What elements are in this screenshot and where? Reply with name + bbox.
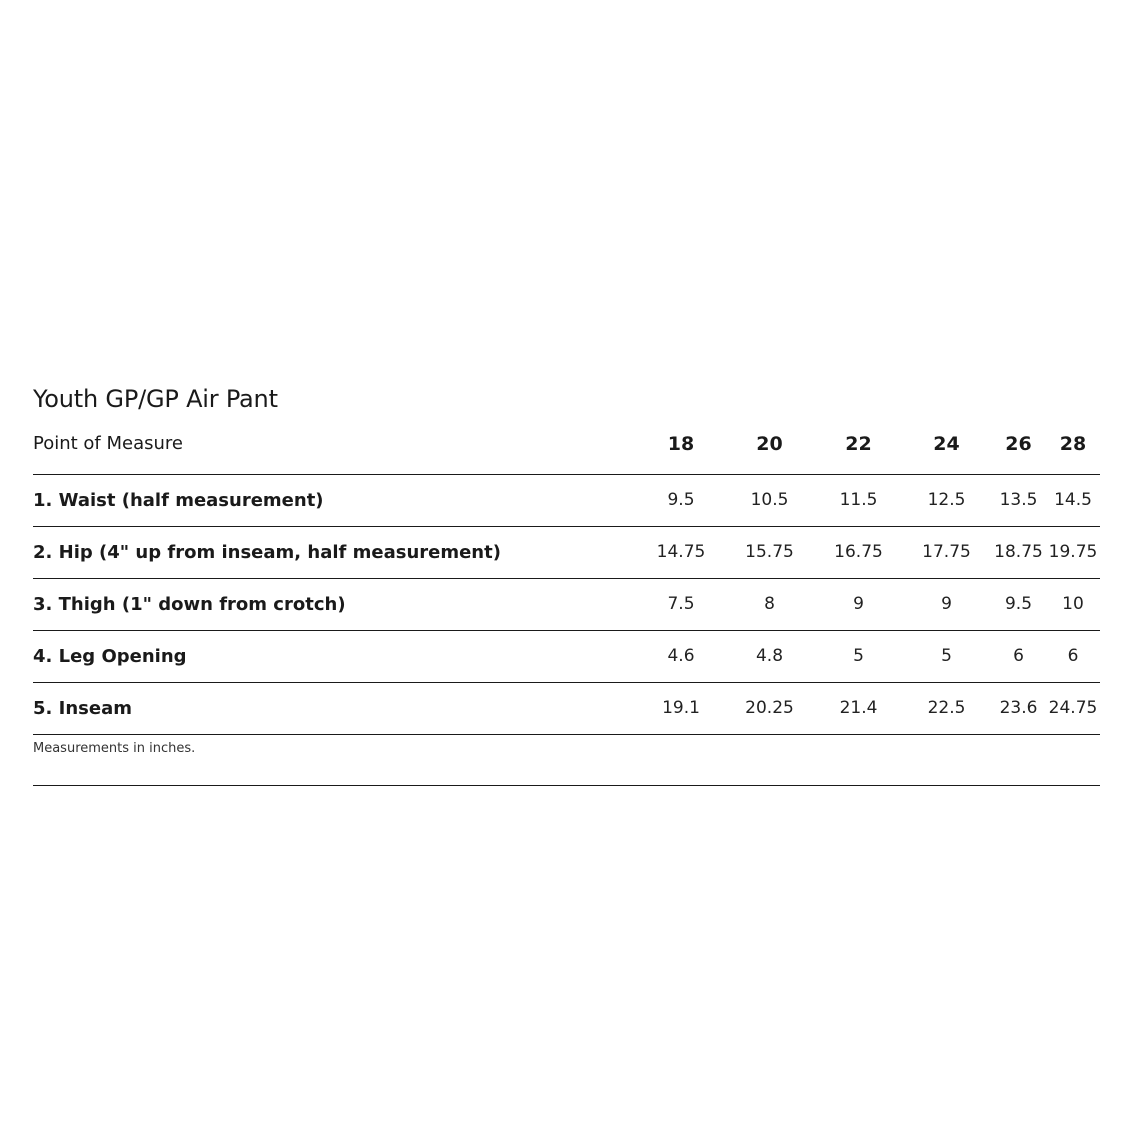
table-header-row	[33, 430, 1100, 474]
cell-value: 13.5	[991, 474, 1046, 526]
cell-value: 23.6	[991, 682, 1046, 734]
cell-value: 10	[1046, 578, 1100, 630]
cell-value: 14.75	[638, 526, 724, 578]
header-size: 22	[815, 430, 902, 474]
cell-value: 9.5	[991, 578, 1046, 630]
cell-value: 17.75	[902, 526, 991, 578]
header-point-of-measure: Point of Measure	[33, 430, 638, 474]
row-label: 5. Inseam	[33, 682, 638, 734]
cell-value: 5	[815, 630, 902, 682]
cell-value: 12.5	[902, 474, 991, 526]
cell-value: 24.75	[1046, 682, 1100, 734]
cell-value: 16.75	[815, 526, 902, 578]
cell-value: 14.5	[1046, 474, 1100, 526]
chart-title: Youth GP/GP Air Pant	[33, 385, 278, 413]
cell-value: 19.1	[638, 682, 724, 734]
note-row	[33, 734, 1100, 785]
cell-value: 15.75	[724, 526, 815, 578]
cell-value: 21.4	[815, 682, 902, 734]
cell-value: 4.8	[724, 630, 815, 682]
header-size: 24	[902, 430, 991, 474]
cell-value: 6	[1046, 630, 1100, 682]
cell-value: 5	[902, 630, 991, 682]
size-chart	[33, 380, 1100, 786]
table-row	[33, 526, 1100, 578]
cell-value: 7.5	[638, 578, 724, 630]
header-size: 20	[724, 430, 815, 474]
cell-value: 20.25	[724, 682, 815, 734]
header-size: 18	[638, 430, 724, 474]
header-size: 28	[1046, 430, 1100, 474]
cell-value: 9	[815, 578, 902, 630]
table-row	[33, 474, 1100, 526]
cell-value: 18.75	[991, 526, 1046, 578]
table-row	[33, 578, 1100, 630]
measurement-table	[33, 430, 1100, 786]
row-label: 3. Thigh (1" down from crotch)	[33, 578, 638, 630]
cell-value: 22.5	[902, 682, 991, 734]
cell-value: 9.5	[638, 474, 724, 526]
table-row	[33, 630, 1100, 682]
header-size: 26	[991, 430, 1046, 474]
cell-value: 6	[991, 630, 1046, 682]
measurement-note: Measurements in inches.	[33, 734, 1100, 785]
cell-value: 10.5	[724, 474, 815, 526]
row-label: 4. Leg Opening	[33, 630, 638, 682]
cell-value: 4.6	[638, 630, 724, 682]
cell-value: 9	[902, 578, 991, 630]
cell-value: 19.75	[1046, 526, 1100, 578]
row-label: 2. Hip (4" up from inseam, half measurement)	[33, 526, 638, 578]
cell-value: 11.5	[815, 474, 902, 526]
table-row	[33, 682, 1100, 734]
cell-value: 8	[724, 578, 815, 630]
row-label: 1. Waist (half measurement)	[33, 474, 638, 526]
